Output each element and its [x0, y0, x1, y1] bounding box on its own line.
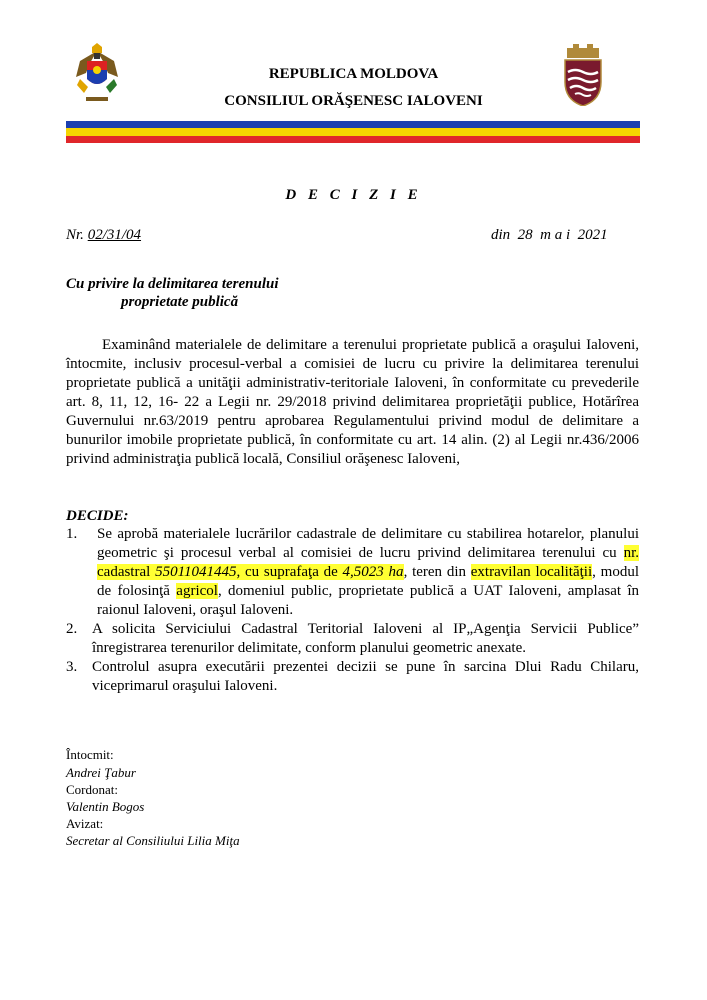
decision-date: din 28 m a i 2021 [491, 227, 608, 243]
document-title: D E C I Z I E [285, 187, 422, 203]
item-3-number: 3. [66, 659, 78, 675]
agricol-highlight: agricol [176, 583, 218, 599]
item-1-number: 1. [66, 526, 78, 542]
area-value: 4,5023 ha [342, 564, 404, 580]
flag-stripe-red [66, 136, 640, 143]
decision-number-value: 02/31/04 [87, 227, 142, 243]
extravilan-highlight: extravilan localităţii [470, 564, 593, 580]
approved-label: Avizat: [66, 816, 104, 831]
flag-stripe-blue [66, 121, 640, 128]
decision-number [66, 227, 141, 244]
item-2-text: A solicita Serviciului Cadastral Teritorial Ialoveni al IP„Agenţia Servicii Publice” înregistrarea terenurilor delimitate, conform planului geometric anexate. [92, 621, 639, 656]
flag-stripe-yellow [66, 128, 640, 136]
item-1-part4: , domeniul public, proprietate publică a UAT Ialoveni, amplasat în raionul Ialoveni, oraşul Ialoveni. [97, 583, 640, 618]
subject-line-2: proprietate publică [121, 294, 239, 310]
item-2-number: 2. [66, 621, 78, 637]
header-council: CONSILIUL ORĂŞENESC IALOVENI [224, 93, 483, 109]
subject-line-1: Cu privire la delimitarea terenului [66, 276, 279, 292]
cadastral-label: nr. cadastral [97, 545, 639, 580]
decide-label: DECIDE: [66, 508, 129, 524]
cadastral-number: 55011041445 [155, 564, 237, 580]
item-1-part3: , modul de folosinţă [97, 564, 639, 599]
item-1-part1: Se aprobă materialele lucrărilor cadastrale de delimitare cu stabilirea hotarelor, planului geometric şi procesul verbal al comisiei de lucru privind delimitarea terenului cu [97, 526, 639, 561]
intro-paragraph: Examinând materialele de delimitare a terenului proprietate publică a oraşului Ialoveni, întocmite, inclusiv procesul-verbal a comisiei de lucru cu privire la delimitarea terenului proprietate publică a unităţii administrativ-teritoriale Ialoveni, în conformitate cu prevederile art. 8, 11, 12, 16- 22 a Legii nr. 29/2018 privind delimitarea proprietăţii publice, Hotărîrea Guvernului nr.63/2019 pentru aprobarea Regulamentului privind modul de delimitare a bunurilor imobile proprietate publică, în conformitate cu art. 14 alin. (2) al Legii nr.436/2006 privind administraţia publică locală, Consiliul orăşenesc Ialoveni, [66, 337, 639, 467]
area-label: , cu suprafaţa de [236, 564, 343, 580]
item-1-text [97, 525, 639, 620]
item-1-part2: , teren din [403, 564, 471, 580]
item-3-text: Controlul asupra executării prezentei decizii se pune în sarcina Dlui Radu Chilaru, viceprimarul oraşului Ialoveni. [92, 659, 639, 694]
coordinated-name: Valentin Bogos [66, 799, 145, 814]
header-republic: REPUBLICA MOLDOVA [268, 66, 439, 82]
prepared-label: Întocmit: [66, 747, 114, 762]
coordinated-label: Cordonat: [66, 782, 118, 797]
decision-number-prefix: Nr. [66, 227, 84, 243]
approved-name: Secretar al Consiliului Lilia Miţa [66, 833, 240, 848]
prepared-name: Andrei Ţabur [66, 765, 136, 780]
